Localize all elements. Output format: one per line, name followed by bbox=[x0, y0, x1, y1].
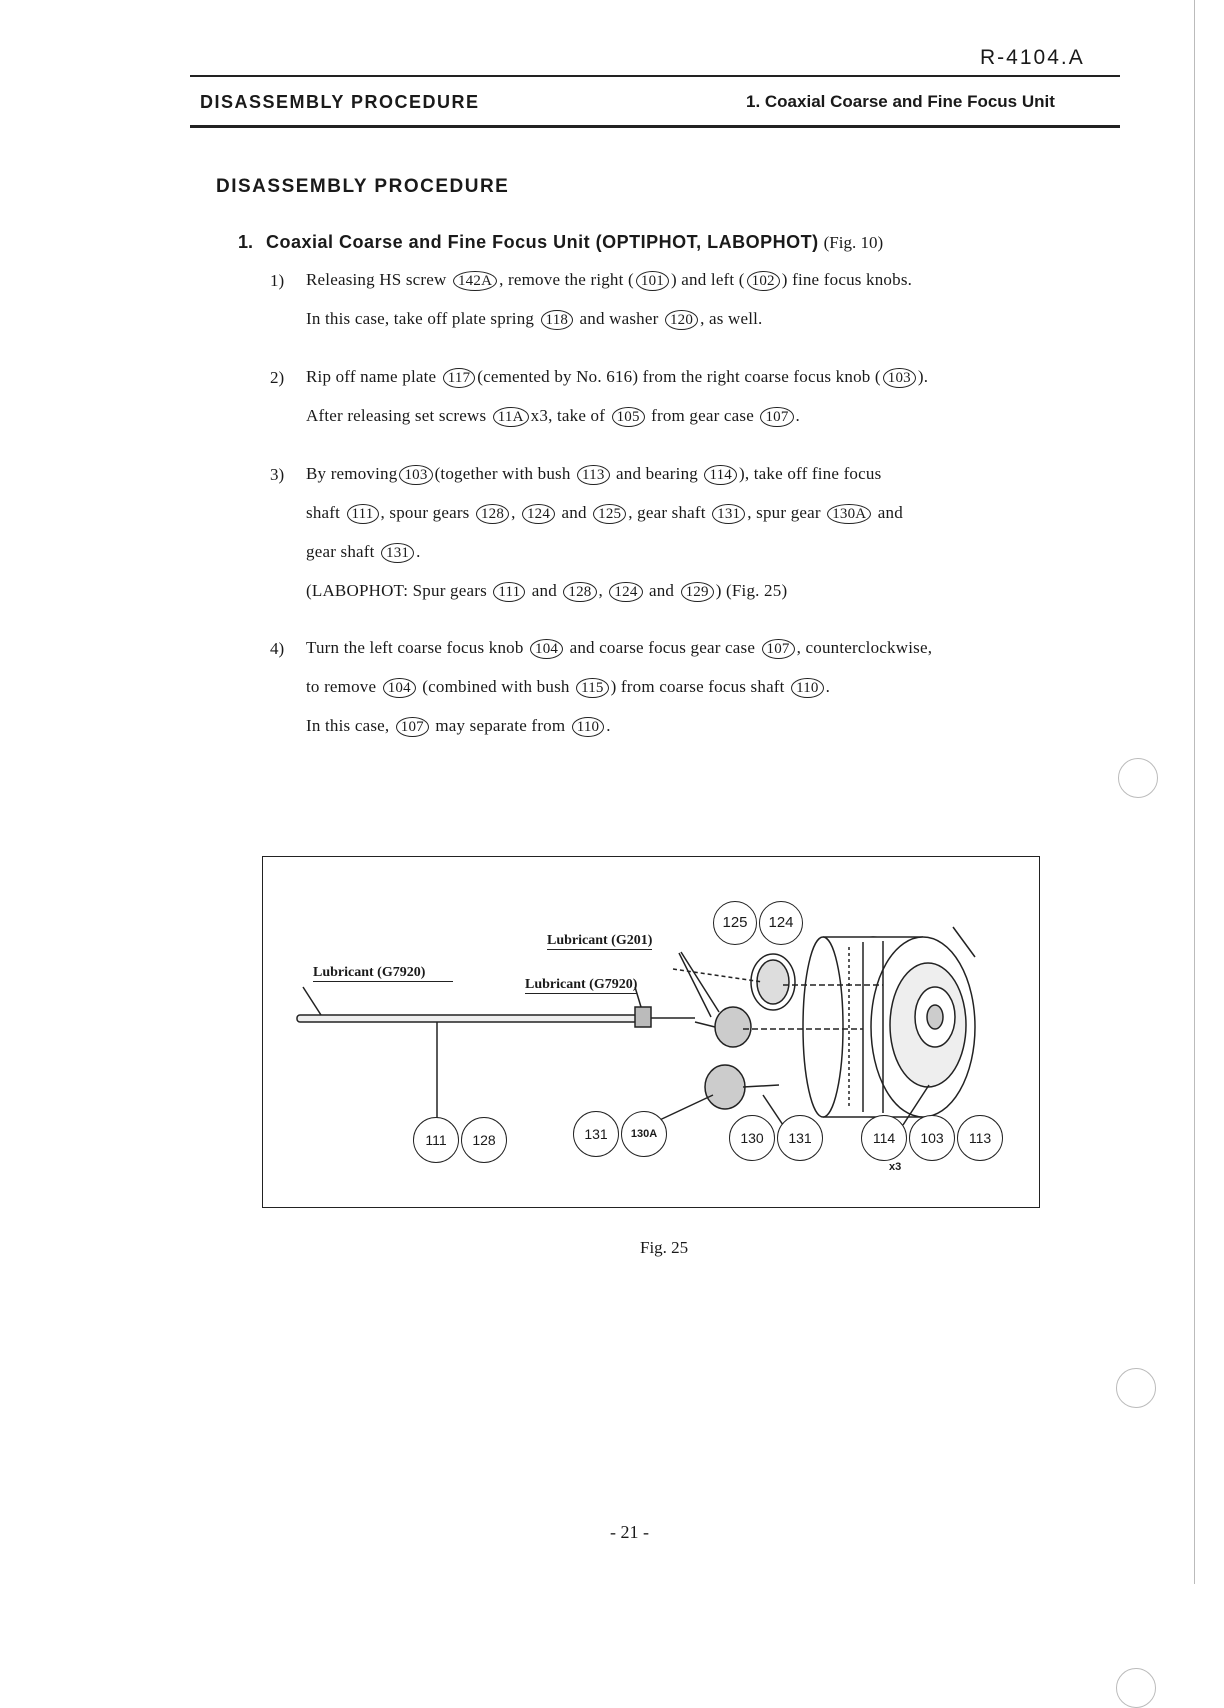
part-124: 124 bbox=[522, 504, 555, 524]
step-2-line-1: Rip off name plate 117 (cemented by No. 616) from the right coarse focus knob ( 103 ). bbox=[306, 367, 929, 386]
step-3-number: 3) bbox=[270, 465, 285, 484]
part-131: 131 bbox=[381, 543, 414, 563]
callout-103: 103 bbox=[909, 1115, 955, 1161]
part-118: 118 bbox=[541, 310, 574, 330]
step-2-line-2: After releasing set screws 11A x3, take of 105 from gear case 107 . bbox=[306, 406, 800, 425]
part-107: 107 bbox=[396, 717, 429, 737]
callout-130: 130 bbox=[729, 1115, 775, 1161]
callout-128: 128 bbox=[461, 1117, 507, 1163]
step-4-line-2: to remove 104 (combined with bush 115 ) from coarse focus shaft 110 . bbox=[306, 677, 831, 696]
figure-25-box bbox=[262, 856, 1040, 1208]
subsection-title: Coaxial Coarse and Fine Focus Unit (OPTIPHOT, LABOPHOT) bbox=[266, 232, 819, 252]
part-114: 114 bbox=[704, 465, 737, 485]
part-125: 125 bbox=[593, 504, 626, 524]
subsection-number: 1. bbox=[238, 232, 254, 252]
part-130A: 130A bbox=[827, 504, 871, 524]
callout-130A: 130A bbox=[621, 1111, 667, 1157]
part-120: 120 bbox=[665, 310, 698, 330]
lubricant-g7920-mid-label: Lubricant (G7920) bbox=[525, 977, 638, 992]
part-115: 115 bbox=[576, 678, 609, 698]
part-117: 117 bbox=[443, 368, 476, 388]
callout-114: 114 bbox=[861, 1115, 907, 1161]
header-rule-top bbox=[190, 75, 1120, 77]
part-105: 105 bbox=[612, 407, 645, 427]
step-2-number: 2) bbox=[270, 368, 285, 387]
step-4-line-1: Turn the left coarse focus knob 104 and coarse focus gear case 107 , counterclockwise, bbox=[306, 638, 933, 657]
header-left: DISASSEMBLY PROCEDURE bbox=[200, 92, 480, 112]
callout-124: 124 bbox=[759, 901, 803, 945]
binder-hole-top bbox=[1118, 758, 1158, 798]
part-103: 103 bbox=[399, 465, 432, 485]
part-11A: 11A bbox=[493, 407, 529, 427]
part-103: 103 bbox=[883, 368, 916, 388]
lubricant-g7920-left-label: Lubricant (G7920) bbox=[313, 965, 453, 982]
right-margin-line bbox=[1194, 0, 1195, 1584]
part-128: 128 bbox=[476, 504, 509, 524]
step-3-line-3: gear shaft 131 . bbox=[306, 542, 421, 561]
part-102: 102 bbox=[747, 271, 780, 291]
step-3-line-2: shaft 111 , spour gears 128 , 124 and 125 , gear shaft 131 , spur gear 130A and bbox=[306, 503, 903, 522]
part-107: 107 bbox=[760, 407, 793, 427]
part-110: 110 bbox=[572, 717, 605, 737]
step-3-line-1: By removing 103 (together with bush 113 and bearing 114 ), take off fine focus bbox=[306, 464, 882, 483]
header-rule-bottom bbox=[190, 125, 1120, 128]
step-1-number: 1) bbox=[270, 271, 285, 290]
part-111: 111 bbox=[347, 504, 379, 524]
document-code: R-4104.A bbox=[980, 46, 1085, 69]
header-right: 1. Coaxial Coarse and Fine Focus Unit bbox=[746, 92, 1055, 111]
section-title: DISASSEMBLY PROCEDURE bbox=[216, 176, 510, 197]
part-113: 113 bbox=[577, 465, 610, 485]
step-1-line-2: In this case, take off plate spring 118 and washer 120 , as well. bbox=[306, 309, 763, 328]
page-number: - 21 - bbox=[610, 1522, 649, 1542]
step-1-line-1: Releasing HS screw 142A , remove the right ( 101 ) and left ( 102 ) fine focus knobs. bbox=[306, 270, 913, 289]
step-4-number: 4) bbox=[270, 639, 285, 658]
part-110: 110 bbox=[791, 678, 824, 698]
part-111: 111 bbox=[493, 582, 525, 602]
part-131: 131 bbox=[712, 504, 745, 524]
part-104: 104 bbox=[530, 639, 563, 659]
callout-131-b: 131 bbox=[777, 1115, 823, 1161]
callout-131-a: 131 bbox=[573, 1111, 619, 1157]
part-142A: 142A bbox=[453, 271, 497, 291]
part-124: 124 bbox=[609, 582, 642, 602]
binder-hole-bottom-2 bbox=[1116, 1368, 1156, 1408]
callout-multiplier: x3 bbox=[889, 1161, 902, 1173]
subsection-heading bbox=[238, 232, 883, 253]
part-107: 107 bbox=[762, 639, 795, 659]
lubricant-g201-label: Lubricant (G201) bbox=[547, 933, 653, 948]
part-101: 101 bbox=[636, 271, 669, 291]
figure-caption: Fig. 25 bbox=[640, 1238, 689, 1257]
step-4-line-3: In this case, 107 may separate from 110 . bbox=[306, 716, 611, 735]
step-3-line-4: (LABOPHOT: Spur gears 111 and 128 , 124 and 129 ) (Fig. 25) bbox=[306, 581, 788, 600]
callout-125: 125 bbox=[713, 901, 757, 945]
subsection-fig-ref: (Fig. 10) bbox=[823, 233, 884, 252]
binder-hole-bottom bbox=[1116, 1668, 1156, 1708]
callout-111: 111 bbox=[413, 1117, 459, 1163]
callout-113: 113 bbox=[957, 1115, 1003, 1161]
part-104: 104 bbox=[383, 678, 416, 698]
part-128: 128 bbox=[563, 582, 596, 602]
part-129: 129 bbox=[681, 582, 714, 602]
